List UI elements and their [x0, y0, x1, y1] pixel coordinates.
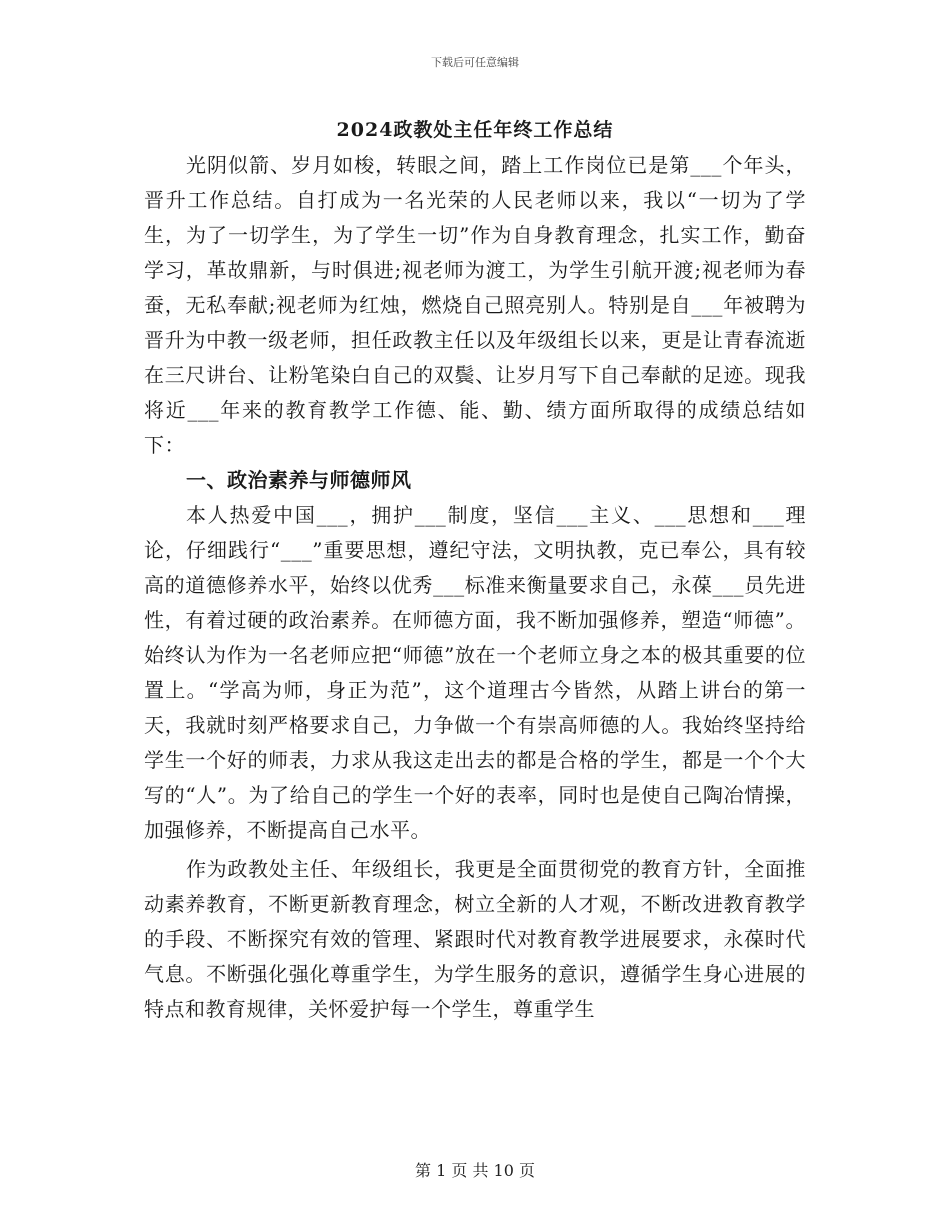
- paragraph-intro: 光阴似箭、岁月如梭，转眼之间，踏上工作岗位已是第___个年头，晋升工作总结。自打成为一名光荣的人民老师以来，我以“一切为了学生，为了一切学生，为了学生一切”作为自身教育理念，扎实工作，勤奋学习，革故鼎新，与时俱进;视老师为渡工，为学生引航开渡;视老师为春蚕，无私奉献;视老师为红烛，燃烧自己照亮别人。特别是自___年被聘为晋升为中教一级老师，担任政教主任以及年级组长以来，更是让青春流逝在三尺讲台、让粉笔染白自己的双鬓、让岁月写下自己奉献的足迹。现我将近___年来的教育教学工作德、能、勤、绩方面所取得的成绩总结如下：: [144, 153, 806, 457]
- paragraph-management: 作为政教处主任、年级组长，我更是全面贯彻党的教育方针，全面推动素养教育，不断更新教育理念，树立全新的人才观，不断改进教育教学的手段、不断探究有效的管理、紧跟时代对教育教学进展要求，永葆时代气息。不断强化强化尊重学生，为学生服务的意识，遵循学生身心进展的特点和教育规律，关怀爱护每一个学生，尊重学生: [144, 857, 806, 1021]
- header-note: 下载后可任意编辑: [431, 56, 519, 69]
- section-heading-politics: 一、政治素养与师德师风: [186, 468, 412, 492]
- document-title: 2024政教处主任年终工作总结: [336, 119, 614, 141]
- page-number: 第 1 页 共 10 页: [415, 1161, 535, 1180]
- paragraph-ethics: 本人热爱中国___，拥护___制度，坚信___主义、___思想和___理论，仔细践行“___”重要思想，遵纪守法，文明执教，克已奉公，具有较高的道德修养水平，始终以优秀___标准来衡量要求自己，永葆___员先进性，有着过硬的政治素养。在师德方面，我不断加强修养，塑造“师德”。始终认为作为一名老师应把“师德”放在一个老师立身之本的极其重要的位置上。“学高为师，身正为范”，这个道理古今皆然，从踏上讲台的第一天，我就时刻严格要求自己，力争做一个有崇高师德的人。我始终坚持给学生一个好的师表，力求从我这走出去的都是合格的学生，都是一个个大写的“人”。为了给自己的学生一个好的表率，同时也是使自己陶冶情操，加强修养，不断提高自己水平。: [144, 503, 806, 842]
- document-body: [144, 148, 806, 1027]
